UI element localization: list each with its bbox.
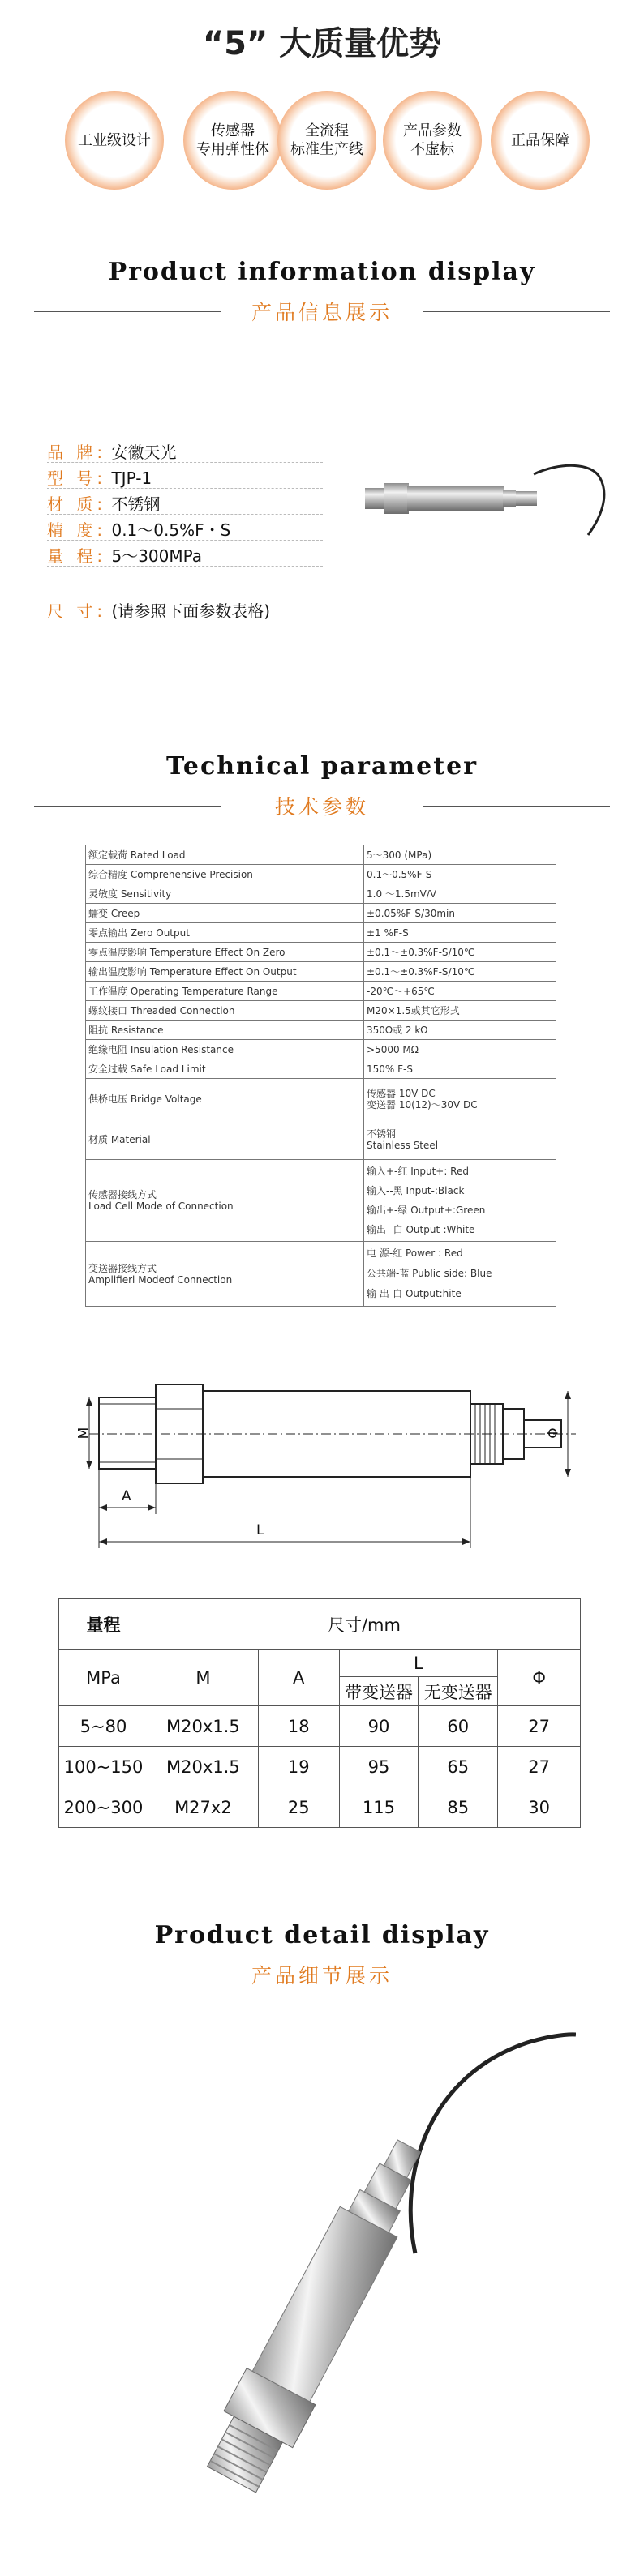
spec-name	[86, 1242, 364, 1307]
info-key: 材 质:	[47, 494, 107, 514]
advantage-circle-params	[383, 91, 482, 190]
spec-name: 供桥电压 Bridge Voltage	[86, 1079, 364, 1119]
advantage-circle-genuine	[491, 91, 590, 190]
info-material	[47, 491, 160, 515]
dimension-label-l: L	[256, 1522, 264, 1538]
info-value: 安徽天光	[111, 443, 177, 462]
info-size	[47, 598, 270, 622]
spec-row	[86, 1021, 556, 1040]
divider	[47, 462, 323, 463]
divider	[47, 566, 323, 567]
cell-l-without: 60	[419, 1706, 498, 1747]
dimension-label-m: M	[75, 1427, 92, 1440]
product-photo-large	[122, 2010, 576, 2529]
spec-row	[86, 1242, 556, 1307]
spec-value-line: 输 出-白 Output:hite	[367, 1288, 462, 1299]
cell-range: 200~300	[59, 1787, 148, 1828]
cell-range: 100~150	[59, 1747, 148, 1787]
divider	[47, 514, 323, 515]
spec-name: 螺纹接口 Threaded Connection	[86, 1001, 364, 1021]
spec-name: 零点输出 Zero Output	[86, 923, 364, 943]
cell-l-with: 90	[339, 1706, 419, 1747]
dimension-label-phi: Φ	[545, 1427, 562, 1439]
cell-m: M20x1.5	[148, 1747, 258, 1787]
spec-value-line: Stainless Steel	[367, 1139, 439, 1151]
cell-range: 5~80	[59, 1706, 148, 1747]
cell-l-with: 115	[339, 1787, 419, 1828]
spec-table	[85, 845, 556, 1307]
info-brand	[47, 439, 176, 463]
cell-a: 19	[258, 1747, 339, 1787]
spec-value: 5～300 (MPa)	[364, 845, 556, 865]
info-key: 品 牌:	[47, 443, 107, 462]
spec-value: 150% F-S	[364, 1059, 556, 1079]
advantage-label: 传感器 专用弹性体	[196, 122, 269, 158]
header-l: L	[339, 1650, 498, 1677]
dimension-drawing	[57, 1346, 592, 1556]
advantage-label: 正品保障	[511, 131, 569, 149]
spec-value: ±0.1～±0.3%F-S/10℃	[364, 943, 556, 962]
info-key: 精 度:	[47, 520, 107, 540]
spec-value-line: 输出--白 Output-:White	[367, 1224, 475, 1235]
spec-row	[86, 1160, 556, 1242]
advantage-circle-design	[65, 91, 164, 190]
info-model	[47, 465, 152, 489]
spec-value: ±1 %F-S	[364, 923, 556, 943]
cell-phi: 27	[498, 1747, 581, 1787]
cell-m: M20x1.5	[148, 1706, 258, 1747]
info-value: (请参照下面参数表格)	[111, 601, 271, 621]
info-precision	[47, 517, 230, 541]
spec-row	[86, 962, 556, 982]
spec-name: 阻抗 Resistance	[86, 1021, 364, 1040]
spec-name: 工作温度 Operating Temperature Range	[86, 982, 364, 1001]
spec-value-line: 电 源-红 Power : Red	[367, 1247, 463, 1259]
spec-name: 输出温度影响 Temperature Effect On Output	[86, 962, 364, 982]
spec-value: ±0.1～±0.3%F-S/10℃	[364, 962, 556, 982]
spec-row	[86, 845, 556, 865]
section-title-en: Technical parameter	[165, 752, 479, 781]
section-title-en: Product information display	[108, 258, 536, 286]
spec-name-line: Load Cell Mode of Connection	[88, 1200, 234, 1212]
info-key: 型 号:	[47, 469, 107, 488]
cell-m: M27x2	[148, 1787, 258, 1828]
table-header-row	[59, 1650, 581, 1677]
spec-row	[86, 982, 556, 1001]
section-title-cn: 产品信息展示	[251, 301, 393, 324]
spec-name-line: Amplifierl Modeof Connection	[88, 1273, 233, 1286]
spec-row	[86, 865, 556, 884]
info-key: 尺 寸:	[47, 601, 107, 621]
spec-row	[86, 1079, 556, 1119]
cell-l-without: 65	[419, 1747, 498, 1787]
section-title-cn: 产品细节展示	[251, 1964, 393, 1988]
header-without-transmitter: 无变送器	[419, 1677, 498, 1706]
spec-name	[86, 1160, 364, 1242]
spec-row	[86, 923, 556, 943]
spec-row	[86, 904, 556, 923]
spec-value	[364, 1119, 556, 1160]
spec-value: >5000 MΩ	[364, 1040, 556, 1059]
spec-value-line: 变送器 10(12)～30V DC	[367, 1098, 478, 1110]
table-row	[59, 1747, 581, 1787]
spec-row	[86, 884, 556, 904]
advantage-label: 全流程 标准生产线	[290, 122, 363, 158]
cell-phi: 30	[498, 1787, 581, 1828]
cell-l-with: 95	[339, 1747, 419, 1787]
product-photo-small	[357, 430, 625, 551]
page-title: “5” 大质量优势	[202, 25, 442, 62]
table-row	[59, 1787, 581, 1828]
table-header-row	[59, 1599, 581, 1650]
dimensions-table	[58, 1598, 581, 1828]
spec-value	[364, 1242, 556, 1307]
info-value: 5～300MPa	[111, 546, 203, 566]
cell-a: 25	[258, 1787, 339, 1828]
spec-name: 蠕变 Creep	[86, 904, 364, 923]
spec-value-line: 输入+-红 Input+: Red	[367, 1166, 469, 1177]
spec-name-line: 传感器接线方式	[88, 1189, 157, 1200]
advantage-circle-elastomer	[183, 91, 282, 190]
spec-value: 1.0 ～1.5mV/V	[364, 884, 556, 904]
spec-value: 350Ω或 2 kΩ	[364, 1021, 556, 1040]
spec-value-line: 输出+-绿 Output+:Green	[367, 1205, 486, 1216]
cell-phi: 27	[498, 1706, 581, 1747]
info-key: 量 程:	[47, 546, 107, 566]
spec-value-line: 传感器 10V DC	[367, 1087, 436, 1099]
spec-row	[86, 1001, 556, 1021]
spec-value: -20℃～+65℃	[364, 982, 556, 1001]
spec-value	[364, 1079, 556, 1119]
dimension-label-a: A	[122, 1488, 131, 1504]
spec-row	[86, 1059, 556, 1079]
header-with-transmitter: 带变送器	[339, 1677, 419, 1706]
section-title-en: Product detail display	[154, 1921, 490, 1949]
spec-value-line: 公共端-蓝 Public side: Blue	[367, 1268, 492, 1279]
section-title-cn: 技术参数	[274, 795, 369, 819]
spec-name: 综合精度 Comprehensive Precision	[86, 865, 364, 884]
header-m: M	[148, 1650, 258, 1706]
cell-a: 18	[258, 1706, 339, 1747]
header-a: A	[258, 1650, 339, 1706]
spec-name-line: 变送器接线方式	[88, 1262, 157, 1274]
spec-value: 0.1～0.5%F-S	[364, 865, 556, 884]
spec-row	[86, 943, 556, 962]
header-phi: Φ	[498, 1650, 581, 1706]
divider	[47, 540, 323, 541]
info-range	[47, 543, 202, 567]
advantage-circle-production	[277, 91, 376, 190]
spec-row	[86, 1040, 556, 1059]
header-mpa: MPa	[59, 1650, 148, 1706]
spec-name: 额定载荷 Rated Load	[86, 845, 364, 865]
spec-name: 绝缘电阻 Insulation Resistance	[86, 1040, 364, 1059]
advantage-label: 产品参数 不虚标	[403, 122, 462, 158]
spec-value-line: 不锈钢	[367, 1128, 397, 1140]
header-range: 量程	[59, 1599, 148, 1650]
cell-l-without: 85	[419, 1787, 498, 1828]
info-value: TJP-1	[111, 469, 152, 488]
divider	[47, 488, 323, 489]
header-size: 尺寸/mm	[148, 1599, 580, 1650]
table-row	[59, 1706, 581, 1747]
spec-name: 安全过载 Safe Load Limit	[86, 1059, 364, 1079]
spec-value	[364, 1160, 556, 1242]
info-value: 不锈钢	[111, 494, 161, 514]
spec-value: M20×1.5或其它形式	[364, 1001, 556, 1021]
info-value: 0.1～0.5%F・S	[111, 520, 231, 540]
advantage-label: 工业级设计	[78, 131, 151, 149]
spec-name: 零点温度影响 Temperature Effect On Zero	[86, 943, 364, 962]
spec-name: 灵敏度 Sensitivity	[86, 884, 364, 904]
spec-row	[86, 1119, 556, 1160]
spec-value: ±0.05%F-S/30min	[364, 904, 556, 923]
spec-value-line: 输入--黑 Input-:Black	[367, 1185, 465, 1196]
spec-name: 材质 Material	[86, 1119, 364, 1160]
